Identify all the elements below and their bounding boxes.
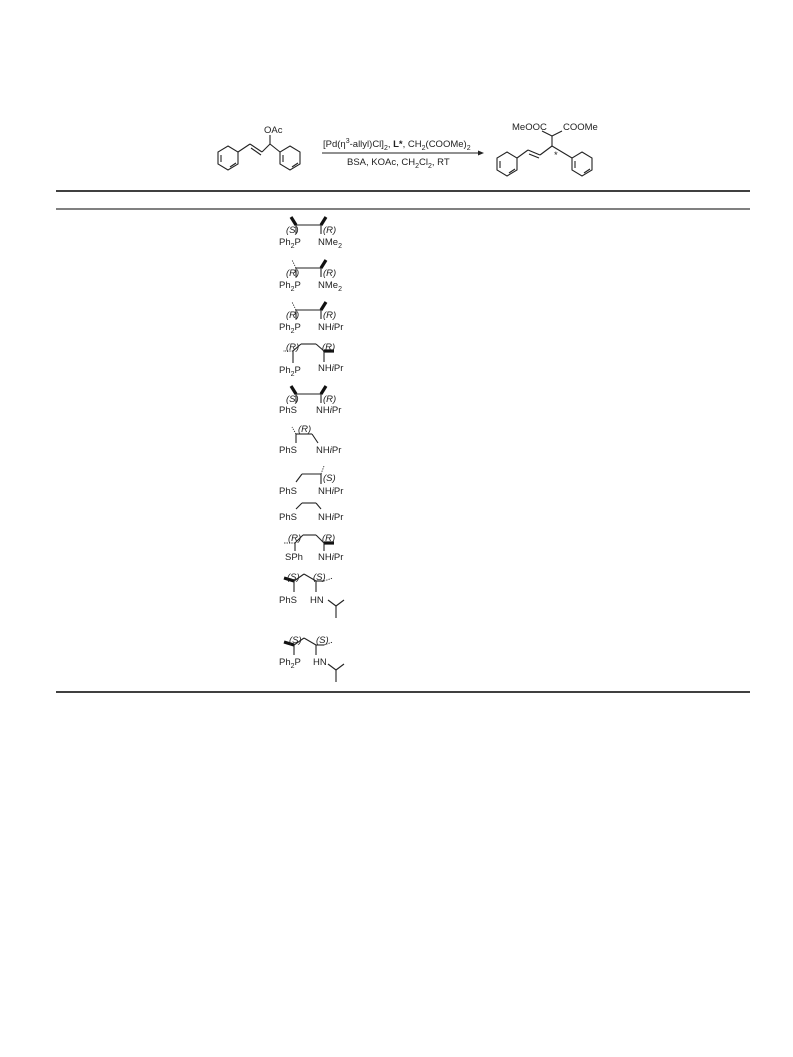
ligand-5-config-right: (R) xyxy=(323,394,337,405)
ligand-7 xyxy=(279,466,343,497)
ligand-9-left-group: SPh xyxy=(285,552,303,563)
ligand-6-left-group: PhS xyxy=(279,445,297,456)
ligand-8-right-group: NHiPr xyxy=(318,512,344,523)
ligand-4-right-group: NHiPr xyxy=(318,363,344,374)
ligand-8 xyxy=(279,503,343,523)
reaction-scheme xyxy=(218,122,598,176)
ligand-2 xyxy=(279,260,342,293)
ligand-10-left-group: PhS xyxy=(279,595,297,606)
ligand-1-config-left: (S) xyxy=(286,225,299,236)
ligand-4-config-right: (R) xyxy=(322,342,336,353)
product-stereocenter-mark: * xyxy=(554,150,558,161)
reaction-arrow xyxy=(322,151,484,156)
ligand-10-right-group: HN xyxy=(310,595,324,606)
ligand-1 xyxy=(279,217,342,250)
ligand-6-config-left: (R) xyxy=(298,424,312,435)
ligand-7-left-group: PhS xyxy=(279,486,297,497)
ligand-1-config-right: (R) xyxy=(323,225,337,236)
ligand-4-config-left: (R) xyxy=(286,342,300,353)
reagents-line-2: BSA, KOAc, $CH_2Cl_2$, RT xyxy=(347,157,450,170)
ligand-11-config-right: (S) xyxy=(316,635,329,646)
substrate-structure xyxy=(218,125,300,170)
ligand-7-config-right: (S) xyxy=(323,473,336,484)
product-left-ester: MeOOC xyxy=(512,122,547,133)
ligand-3-config-left: (R) xyxy=(286,310,300,321)
ligand-2-right-group: NMe$_2$ xyxy=(318,280,342,293)
ligand-5-config-left: (S) xyxy=(286,394,299,405)
ligand-9 xyxy=(284,533,343,563)
ligand-11-config-left: (S) xyxy=(289,635,302,646)
ligand-1-right-group: NMe$_2$ xyxy=(318,237,342,250)
ligand-3-left-group: $Ph_2P$ xyxy=(279,322,301,335)
ligand-3 xyxy=(279,302,343,335)
ligand-1-left-group: $Ph_2P$ xyxy=(279,237,301,250)
ligand-9-right-group: NHiPr xyxy=(318,552,344,563)
ligand-7-right-group: NHiPr xyxy=(318,486,344,497)
substrate-oac-label: OAc xyxy=(264,125,283,136)
ligand-2-left-group: $Ph_2P$ xyxy=(279,280,301,293)
ligand-10-config-right: (S) xyxy=(313,572,326,583)
ligand-5-right-group: NHiPr xyxy=(316,405,342,416)
ligand-4 xyxy=(279,342,343,378)
ligand-6 xyxy=(279,424,341,456)
ligand-9-config-right: (R) xyxy=(322,533,336,544)
ligand-10 xyxy=(279,572,344,618)
reagents-line-1: $[Pd(\eta^3-allyl)Cl]_2$, L*, $CH_2(COOMe)_2$ xyxy=(323,138,471,152)
ligand-2-config-left: (R) xyxy=(286,268,300,279)
ligand-5-left-group: PhS xyxy=(279,405,297,416)
product-structure xyxy=(497,122,598,176)
ligand-9-config-left: (R) xyxy=(288,533,302,544)
ligand-5 xyxy=(279,386,341,416)
product-right-ester: COOMe xyxy=(563,122,598,133)
ligand-3-config-right: (R) xyxy=(323,310,337,321)
ligand-6-right-group: NHiPr xyxy=(316,445,342,456)
ligand-11-right-group: HN xyxy=(313,657,327,668)
ligand-column xyxy=(279,217,344,682)
ligand-3-right-group: NHiPr xyxy=(318,322,344,333)
ligand-10-config-left: (S) xyxy=(287,572,300,583)
ligand-8-left-group: PhS xyxy=(279,512,297,523)
ligand-11-left-group: $Ph_2P$ xyxy=(279,657,301,670)
ligand-2-config-right: (R) xyxy=(323,268,337,279)
ligand-11 xyxy=(279,635,344,682)
ligand-4-left-group: $Ph_2P$ xyxy=(279,365,301,378)
